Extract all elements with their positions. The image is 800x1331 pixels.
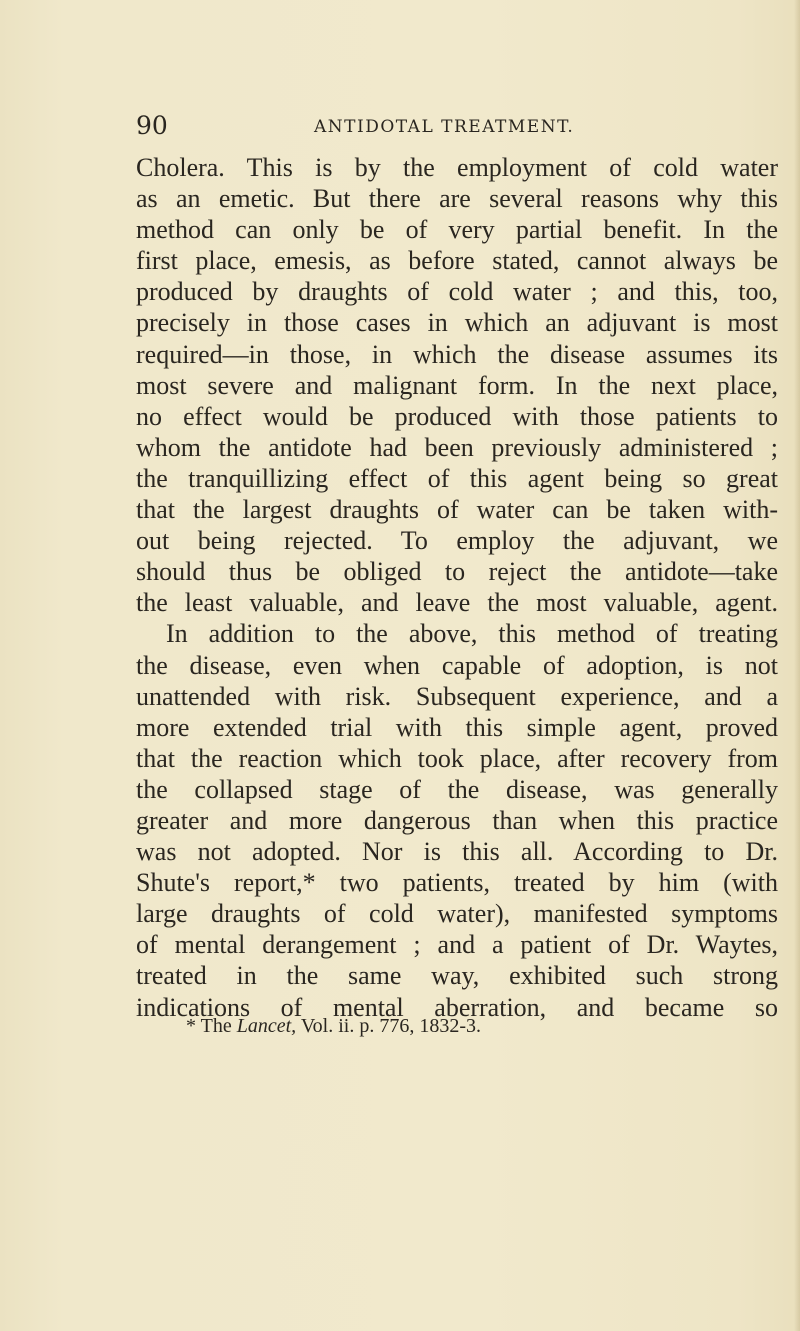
text-line: first place, emesis, as before stated, cannot always be (136, 246, 778, 276)
page-number: 90 (136, 111, 168, 140)
text-line: the collapsed stage of the disease, was generally (136, 774, 778, 804)
running-head: ANTIDOTAL TREATMENT. (314, 117, 575, 137)
footnote-citation: Vol. ii. p. 776, 1832-3. (300, 1015, 482, 1037)
page-edge-shadow (794, 0, 800, 1331)
page-header (136, 112, 776, 140)
text-line: should thus be obliged to reject the antidote—take (136, 557, 778, 587)
text-line: method can only be of very partial benefit. In the (136, 215, 778, 245)
text-line: most severe and malignant form. In the next place, (136, 370, 778, 400)
text-line: indications of mental aberration, and became so (136, 992, 778, 1022)
text-line: no effect would be produced with those patients to (136, 401, 778, 431)
text-line: more extended trial with this simple agent, proved (136, 712, 778, 742)
text-line: as an emetic. But there are several reasons why this (136, 184, 778, 214)
text-line: the tranquillizing effect of this agent being so great (136, 463, 778, 493)
text-line: that the reaction which took place, after recovery from (136, 743, 778, 773)
text-line: that the largest draughts of water can be taken with- (136, 495, 778, 525)
text-line: whom the antidote had been previously administered ; (136, 432, 778, 462)
footnote-marker: * The (186, 1015, 232, 1037)
text-line: large draughts of cold water), manifested symptoms (136, 899, 778, 929)
text-line: out being rejected. To employ the adjuvant, we (136, 526, 778, 556)
text-line: greater and more dangerous than when this practice (136, 805, 778, 835)
body-text (136, 152, 778, 1023)
text-line: In addition to the above, this method of treating (166, 619, 778, 649)
text-line: the least valuable, and leave the most valuable, agent. (136, 588, 778, 618)
text-line: Cholera. This is by the employment of cold water (136, 153, 778, 182)
text-line: precisely in those cases in which an adjuvant is most (136, 308, 778, 338)
text-line: required—in those, in which the disease assumes its (136, 339, 778, 369)
text-line: Shute's report,* two patients, treated by him (with (136, 868, 778, 898)
text-line: unattended with risk. Subsequent experience, and a (136, 681, 778, 711)
text-line: was not adopted. Nor is this all. According to Dr. (136, 837, 778, 867)
footnote-journal: Lancet, (236, 1015, 297, 1037)
text-line: of mental derangement ; and a patient of Dr. Waytes, (136, 930, 778, 960)
text-line: the disease, even when capable of adoption, is not (136, 650, 778, 680)
text-line: treated in the same way, exhibited such strong (136, 961, 778, 991)
footnote (186, 1014, 481, 1038)
text-line: produced by draughts of cold water ; and this, too, (136, 277, 778, 307)
